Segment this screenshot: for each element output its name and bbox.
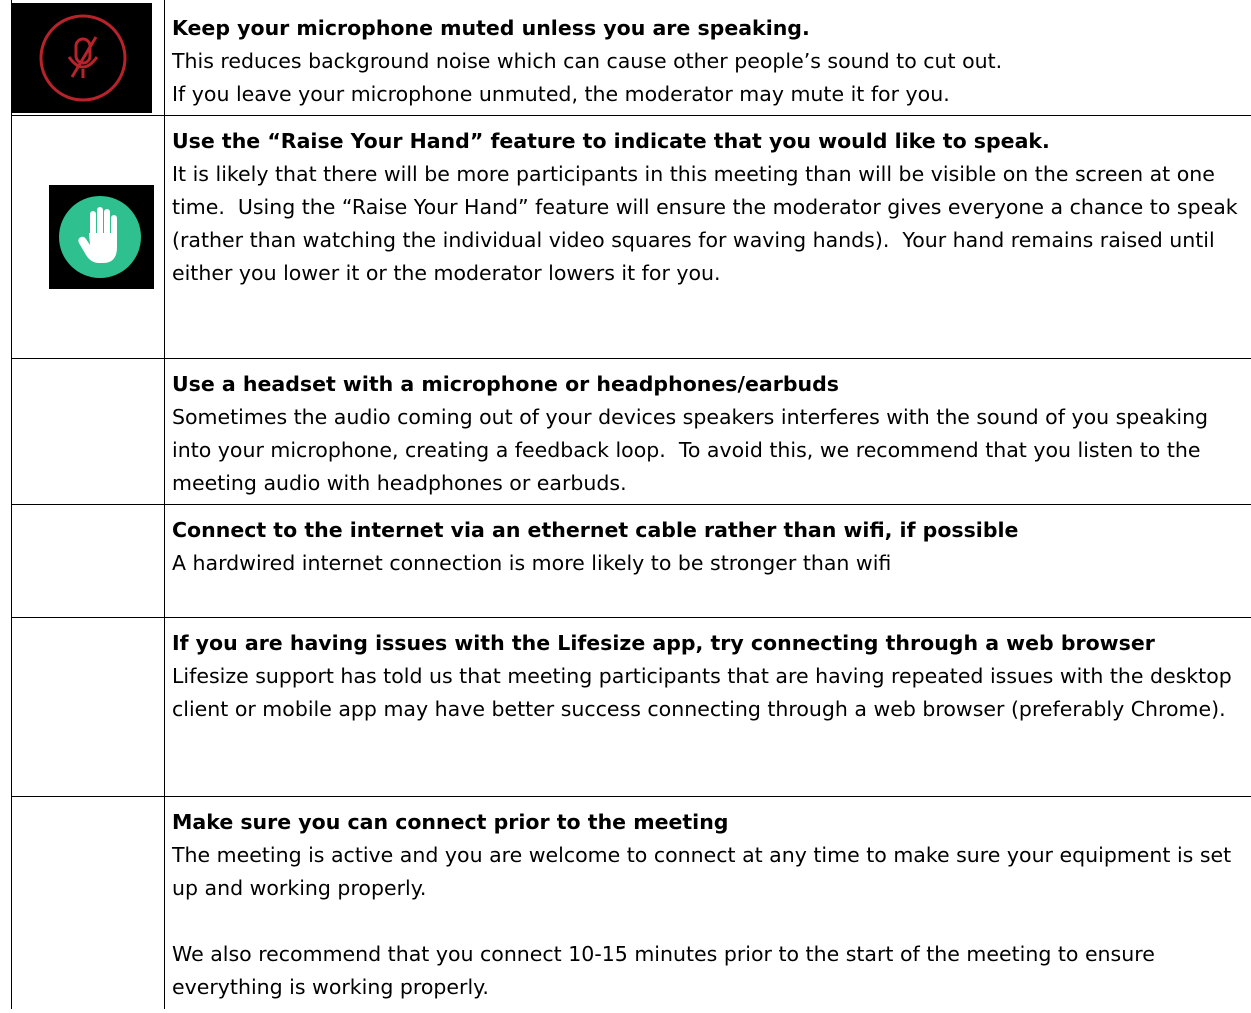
tip-title: Use the “Raise Your Hand” feature to indicate that you would like to speak. [172, 129, 1050, 153]
tip-icon-cell [12, 116, 165, 359]
muted-microphone-graphic [12, 3, 152, 113]
meeting-tips-table [11, 0, 1251, 1009]
tip-row-ethernet [12, 505, 1251, 618]
tip-text-cell [165, 359, 1251, 505]
tip-title: Keep your microphone muted unless you are speaking. [172, 16, 810, 40]
tip-title: Make sure you can connect prior to the meeting [172, 810, 729, 834]
tip-body: A hardwired internet connection is more likely to be stronger than wifi [172, 551, 892, 575]
tip-text-cell [165, 0, 1251, 116]
tip-body: Sometimes the audio coming out of your devices speakers interferes with the sound of you speaking into your microphone, creating a feedback loop. To avoid this, we recommend that you listen to the meeting audio with headphones or earbuds. [172, 405, 1215, 495]
muted-microphone-icon [12, 3, 152, 113]
tip-text-cell [165, 505, 1251, 618]
tip-text-cell [165, 116, 1251, 359]
tip-row-mute [12, 0, 1251, 116]
tip-icon-cell [12, 0, 165, 116]
tip-icon-cell [12, 618, 165, 797]
tip-icon-cell [12, 797, 165, 1009]
tip-icon-cell [12, 359, 165, 505]
tip-row-web-browser [12, 618, 1251, 797]
tip-body: Lifesize support has told us that meeting participants that are having repeated issues with the desktop client or mobile app may have better success connecting through a web browser (preferably Chrome). [172, 664, 1239, 721]
raise-hand-graphic [49, 185, 154, 289]
tip-title: Connect to the internet via an ethernet cable rather than wifi, if possible [172, 518, 1019, 542]
tip-row-headset [12, 359, 1251, 505]
raise-hand-icon [49, 185, 154, 289]
tip-title: If you are having issues with the Lifesize app, try connecting through a web browser [172, 631, 1155, 655]
tip-row-raise-hand [12, 116, 1251, 359]
tip-text-cell [165, 618, 1251, 797]
tip-text-cell [165, 797, 1251, 1009]
tip-body: This reduces background noise which can cause other people’s sound to cut out. If you leave your microphone unmuted, the moderator may mute it for you. [172, 49, 1003, 106]
tip-body: It is likely that there will be more participants in this meeting than will be visible on the screen at one time. Using the “Raise Your Hand” feature will ensure the moderator gives everyone a chance to speak (rather than watching the individual video squares for waving hands). Your hand remains raised until either you lower it or the moderator lowers it for you. [172, 162, 1245, 285]
tip-row-connect-early [12, 797, 1251, 1009]
tip-title: Use a headset with a microphone or headphones/earbuds [172, 372, 839, 396]
tip-body: The meeting is active and you are welcome to connect at any time to make sure your equipment is set up and working properly. We also recommend that you connect 10-15 minutes prior to the start of the meeting to ensure everything is working properly. [172, 843, 1232, 999]
tip-icon-cell [12, 505, 165, 618]
